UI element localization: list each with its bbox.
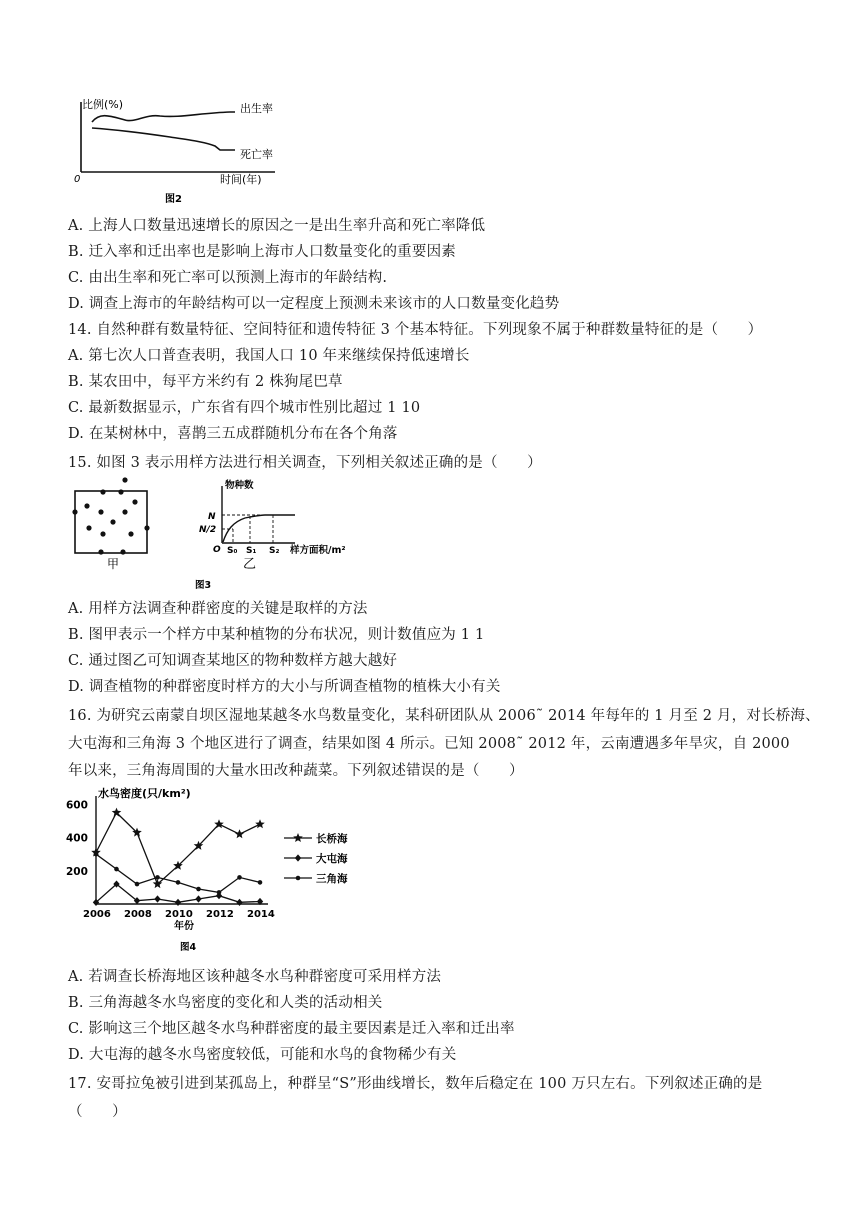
fig2-xlabel: 时间(年) [220,173,262,186]
q17-stem-line2: （ ） [68,1104,127,1120]
fig3-yi-S0: S₀ [227,546,238,556]
fig4-x-tick-label: 2008 [124,909,152,920]
q16-stem-line3: 年以来，三角海周围的大量水田改种蔬菜。下列叙述错误的是（ ） [68,763,524,779]
fig4-title: 水鸟密度(只/km²) [98,787,191,800]
figure-3 [65,476,365,592]
fig4-y-tick-label: 200 [66,865,88,878]
fig3-yi-xlabel: 样方面积/m² [290,545,346,556]
fig2-origin: 0 [74,174,81,185]
fig4-x-tick-label: 2006 [83,909,111,920]
figure-4-chart [62,782,382,960]
fig4-diamond-point [236,899,242,906]
q16-stem-line1: 16. 为研究云南蒙自坝区湿地某越冬水鸟数量变化，某科研团队从 2006˜ 2014 年每年的 1 月至 2 月，对长桥海、 [68,708,820,724]
q15-stem: 15. 如图 3 表示用样方法进行相关调查，下列相关叙述正确的是（ ） [68,455,542,471]
q13-option-b: B. 迁入率和迁出率也是影响上海市人口数量变化的重要因素 [68,244,456,260]
fig3-yi-ylabel: 物种数 [225,480,254,491]
q17-stem-line1: 17. 安哥拉兔被引进到某孤岛上，种群呈“S”形曲线增长，数年后稳定在 100 万只左右。下列叙述正确的是 [68,1076,763,1092]
q16-stem-line2: 大屯海和三角海 3 个地区进行了调查，结果如图 4 所示。已知 2008˜ 2012 年，云南遭遇多年旱灾，自 2000 [68,736,790,752]
fig4-dot-point [94,852,99,857]
q13-option-d: D. 调查上海市的年龄结构可以一定程度上预测未来该市的人口数量变化趋势 [68,296,560,312]
q14-option-d: D. 在某树林中，喜鹊三五成群随机分布在各个角落 [68,426,398,442]
q15-option-c: C. 通过图乙可知调查某地区的物种数样方越大越好 [68,653,398,669]
q14-stem: 14. 自然种群有数量特征、空间特征和遗传特征 3 个基本特征。下列现象不属于种群数量特征的是（ ） [68,322,763,338]
q14-option-b: B. 某农田中，每平方米约有 2 株狗尾巴草 [68,374,343,390]
q15-option-b: B. 图甲表示一个样方中某种植物的分布状况，则计数值应为 1 1 [68,627,485,643]
birth-rate-label: 出生率 [240,102,273,115]
fig4-star-point [255,819,265,828]
fig4-star-point [293,833,303,842]
fig4-xlabel: 年份 [174,921,194,932]
fig3-yi-O: O [213,545,221,555]
quadrat-plants [72,477,149,554]
fig4-caption: 图4 [180,942,197,953]
fig3-jia-label: 甲 [107,557,120,571]
fig4-legend-label: 三角海 [316,873,348,885]
birth-rate-curve [92,112,235,122]
q15-option-d: D. 调查植物的种群密度时样方的大小与所调查植物的植株大小有关 [68,679,501,695]
fig3-yi-N2: N/2 [199,525,217,535]
fig4-dot-point [176,880,181,885]
fig3-yi-label: 乙 [243,557,257,572]
death-rate-label: 死亡率 [240,148,273,161]
fig4-diamond-point [295,854,301,861]
fig3-species-curve [223,515,295,542]
fig4-diamond-point [195,895,201,902]
fig4-diamond-point [175,899,181,906]
fig4-y-tick-label: 400 [66,832,88,845]
fig4-dot-point [258,880,263,885]
q13-option-c: C. 由出生率和死亡率可以预测上海市的年龄结构. [68,270,388,286]
fig4-dot-point [114,867,119,872]
fig4-diamond-point [154,895,160,902]
fig3-yi-S1: S₁ [246,546,257,556]
fig4-dot-point [296,876,301,881]
fig4-legend-label: 长桥海 [316,833,348,845]
fig4-series-line-changqiaohai [96,813,260,885]
q15-option-a: A. 用样方法调查种群密度的关键是取样的方法 [68,601,368,617]
fig3-yi-S2: S₂ [269,546,280,556]
q14-option-c: C. 最新数据显示，广东省有四个城市性别比超过 1 10 [68,400,421,416]
fig2-ylabel: 比例(%) [82,98,124,111]
q14-option-a: A. 第七次人口普查表明，我国人口 10 年来继续保持低速增长 [68,348,470,364]
q16-option-d: D. 大屯海的越冬水鸟密度较低，可能和水鸟的食物稀少有关 [68,1047,457,1063]
death-rate-curve [92,128,235,150]
fig4-dot-point [217,890,222,895]
fig3-yi-N: N [208,512,216,522]
fig4-x-tick-label: 2010 [165,909,193,920]
fig4-x-tick-label: 2012 [206,909,234,920]
q13-option-a: A. 上海人口数量迅速增长的原因之一是出生率升高和死亡率降低 [68,218,486,234]
fig4-dot-point [237,875,242,880]
fig3-caption: 图3 [195,580,212,591]
q16-option-b: B. 三角海越冬水鸟密度的变化和人类的活动相关 [68,995,383,1011]
fig4-x-tick-label: 2014 [247,909,275,920]
fig4-y-tick-label: 600 [66,799,88,812]
fig4-dot-point [155,875,160,880]
fig4-dot-point [135,882,140,887]
figure-2 [70,90,290,210]
fig2-caption: 图2 [165,194,182,205]
fig4-dot-point [196,887,201,892]
fig4-legend-label: 大屯海 [316,853,348,865]
q16-option-c: C. 影响这三个地区越冬水鸟种群密度的最主要因素是迁入率和迁出率 [68,1021,515,1037]
q16-option-a: A. 若调查长桥海地区该种越冬水鸟种群密度可采用样方法 [68,969,442,985]
fig4-star-point [235,829,245,838]
